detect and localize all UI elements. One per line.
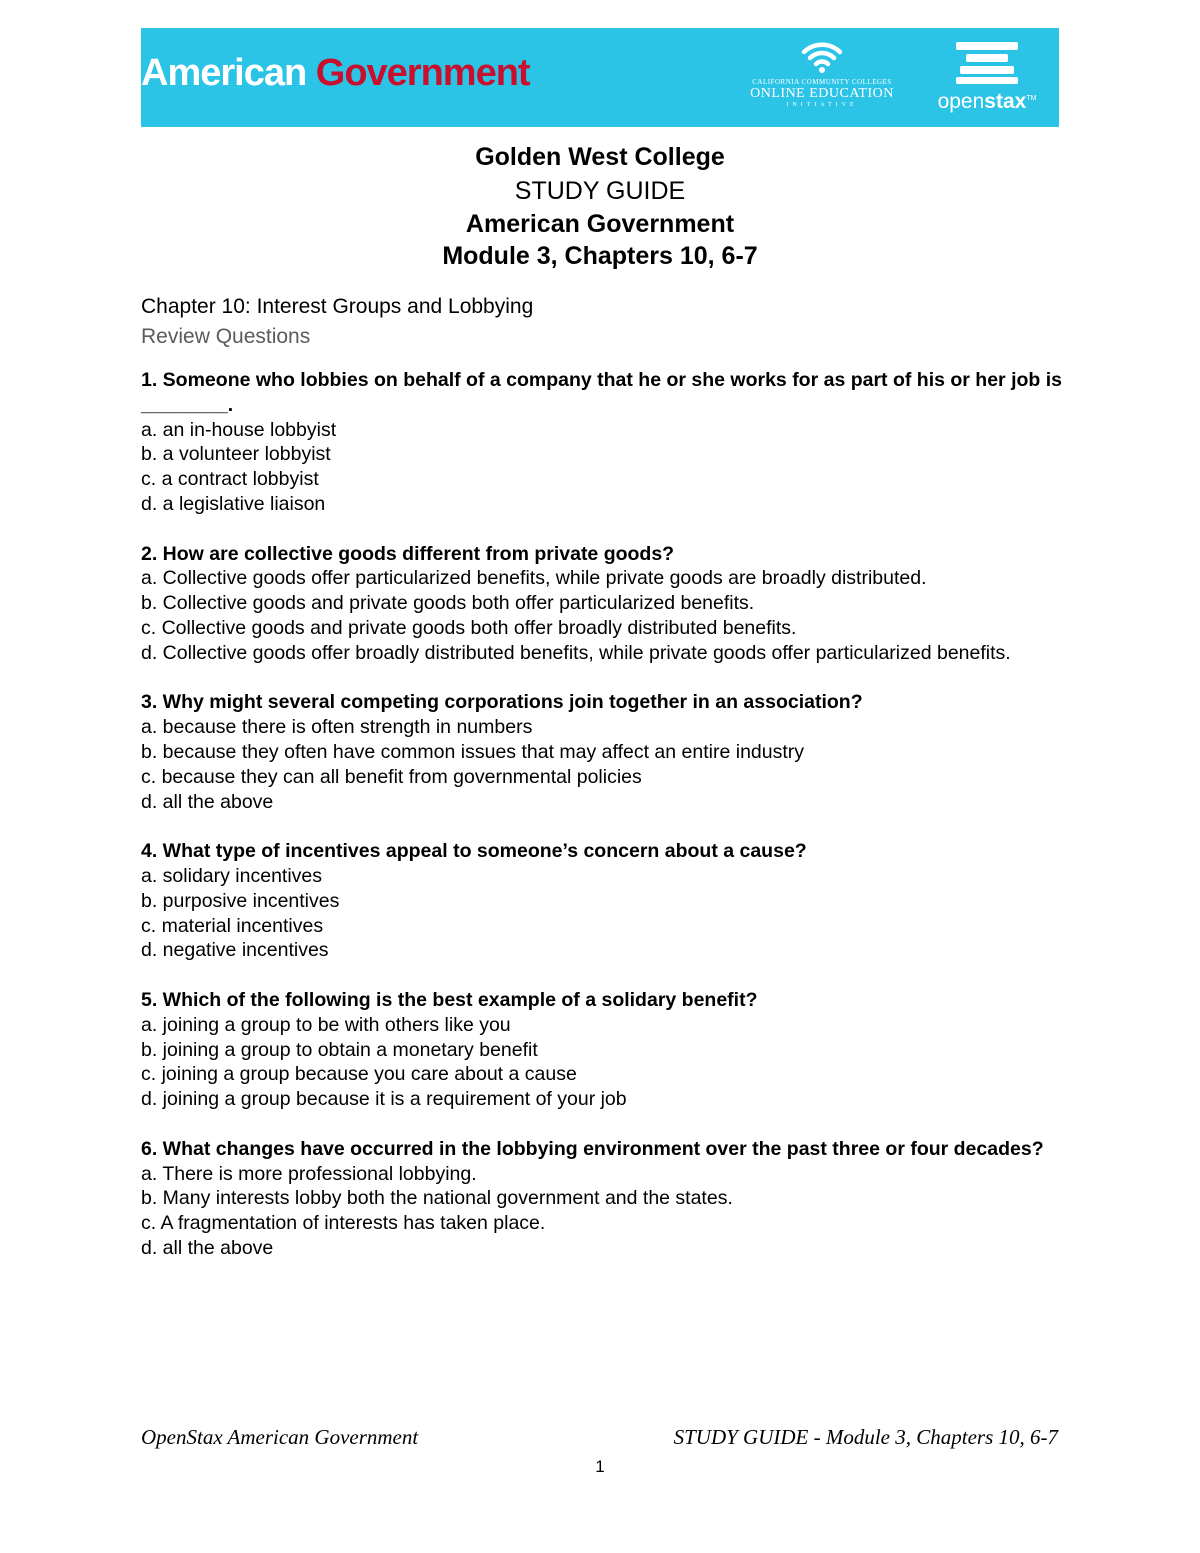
question-block xyxy=(141,368,1066,517)
question-text: 5. Which of the following is the best example of a solidary benefit? xyxy=(141,988,758,1011)
openstax-bold: stax xyxy=(984,90,1027,113)
openstax-regular: open xyxy=(937,90,985,113)
answer-option: a. because there is often strength in numbers xyxy=(141,716,533,739)
question-text: 2. How are collective goods different from private goods? xyxy=(141,542,675,565)
question-text: 6. What changes have occurred in the lobbying environment over the past three or four decades? xyxy=(141,1137,1044,1160)
college-name: Golden West College xyxy=(475,143,725,171)
brand-title xyxy=(141,52,530,95)
chapter-heading: Chapter 10: Interest Groups and Lobbying xyxy=(141,295,534,318)
ccc-line-3: INITIATIVE xyxy=(786,102,858,108)
answer-option: c. a contract lobbyist xyxy=(141,468,319,491)
answer-option: b. Many interests lobby both the national government and the states. xyxy=(141,1187,733,1210)
book-stack-icon xyxy=(952,42,1022,84)
answer-option: c. joining a group because you care about a cause xyxy=(141,1063,577,1086)
answer-option: c. material incentives xyxy=(141,914,324,937)
answer-option: a. There is more professional lobbying. xyxy=(141,1162,477,1185)
document-title-block xyxy=(0,140,1200,272)
answer-option: a. an in-house lobbyist xyxy=(141,418,337,441)
question-block xyxy=(141,988,1066,1112)
answer-option: d. Collective goods offer broadly distributed benefits, while private goods offer particularized benefits. xyxy=(141,641,1011,664)
openstax-tm: TM xyxy=(1026,95,1037,102)
openstax-wordmark xyxy=(927,90,1047,114)
question-block xyxy=(141,542,1066,666)
footer-left-text: OpenStax American Government xyxy=(141,1425,419,1449)
question-block xyxy=(141,839,1066,963)
brand-title-part1: American xyxy=(141,52,307,94)
answer-option: d. negative incentives xyxy=(141,939,329,962)
answer-option: a. Collective goods offer particularized benefits, while private goods are broadly distributed. xyxy=(141,567,927,590)
answer-option: b. Collective goods and private goods both offer particularized benefits. xyxy=(141,592,755,615)
study-guide-content xyxy=(141,292,1066,1285)
answer-option: c. A fragmentation of interests has taken place. xyxy=(141,1212,546,1235)
ccc-line-1: CALIFORNIA COMMUNITY COLLEGES xyxy=(752,78,892,86)
footer-right-text: STUDY GUIDE - Module 3, Chapters 10, 6-7 xyxy=(673,1425,1058,1449)
document-type: STUDY GUIDE xyxy=(514,177,686,205)
answer-option: d. all the above xyxy=(141,790,274,813)
answer-option: b. joining a group to obtain a monetary benefit xyxy=(141,1038,538,1061)
brand-title-part2: Government xyxy=(315,52,530,94)
course-name: American Government xyxy=(465,210,735,238)
question-block xyxy=(141,1137,1066,1261)
header-banner xyxy=(141,28,1059,127)
answer-option: b. purposive incentives xyxy=(141,889,340,912)
question-text: 4. What type of incentives appeal to someone’s concern about a cause? xyxy=(141,840,807,863)
answer-option: b. a volunteer lobbyist xyxy=(141,443,331,466)
answer-option: d. a legislative liaison xyxy=(141,492,326,515)
section-heading: Review Questions xyxy=(141,325,311,348)
answer-option: b. because they often have common issues that may affect an entire industry xyxy=(141,740,805,763)
answer-option: d. joining a group because it is a requirement of your job xyxy=(141,1088,627,1111)
page-number: 1 xyxy=(595,1457,605,1476)
answer-option: a. joining a group to be with others like you xyxy=(141,1013,511,1036)
wifi-icon xyxy=(799,38,845,74)
answer-option: d. all the above xyxy=(141,1236,274,1259)
ccc-line-2: ONLINE EDUCATION xyxy=(750,86,894,101)
openstax-logo xyxy=(927,36,1047,121)
answer-option: c. because they can all benefit from governmental policies xyxy=(141,765,642,788)
question-text: 3. Why might several competing corporations join together in an association? xyxy=(141,691,863,714)
module-title: Module 3, Chapters 10, 6-7 xyxy=(442,242,758,270)
answer-option: a. solidary incentives xyxy=(141,864,323,887)
answer-option: c. Collective goods and private goods both offer broadly distributed benefits. xyxy=(141,616,797,639)
question-block xyxy=(141,690,1066,814)
ccc-online-education-logo xyxy=(737,38,907,118)
question-text: 1. Someone who lobbies on behalf of a company that he or she works for as part of his or her job is ________. xyxy=(141,369,1062,416)
